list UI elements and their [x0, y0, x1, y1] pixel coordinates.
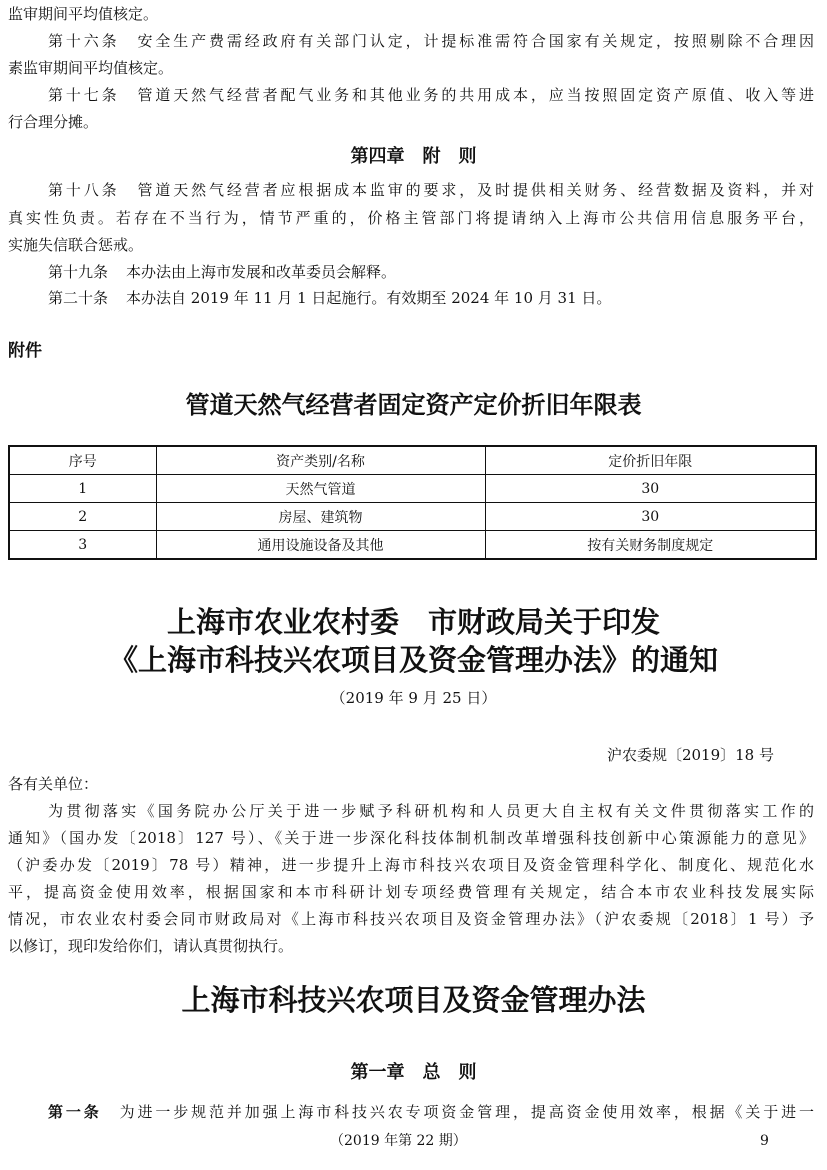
page-number: 9 — [760, 1133, 769, 1149]
table-cell: 30 — [485, 475, 816, 503]
article-1 — [48, 1102, 814, 1122]
table-cell: 1 — [9, 475, 156, 503]
column-header: 定价折旧年限 — [485, 446, 816, 475]
table-row — [9, 531, 816, 560]
table-cell: 房屋、建筑物 — [156, 503, 485, 531]
table-row — [9, 475, 816, 503]
notice-title: 上海市农业农村委 市财政局关于印发 — [166, 605, 660, 639]
column-header: 序号 — [9, 446, 156, 475]
chapter-heading: 第四章 附 则 — [350, 146, 477, 167]
salutation: 各有关单位： — [8, 775, 99, 793]
table-cell: 天然气管道 — [156, 475, 485, 503]
article-18 — [48, 180, 814, 200]
article-19 — [48, 262, 814, 282]
document-number: 沪农委规〔2019〕18 号 — [606, 746, 774, 764]
depreciation-table — [8, 445, 817, 560]
column-header: 资产类别/名称 — [156, 446, 485, 475]
paragraph-line: （沪委办发〔2019〕78 号）精神，进一步提升上海市科技兴农项目及资金管理科学化、制度化、规范化水 — [8, 856, 814, 874]
table-header-row — [9, 446, 816, 475]
table-cell: 3 — [9, 531, 156, 560]
paragraph-line: 情况，市农业农村委会同市财政局对《上海市科技兴农项目及资金管理办法》（沪农委规〔2018〕1 号）予 — [8, 910, 814, 928]
paragraph-line: 为贯彻落实《国务院办公厅关于进一步赋予科研机构和人员更大自主权有关文件贯彻落实工作的 — [48, 802, 814, 820]
article-20 — [48, 288, 814, 308]
chapter-heading: 第一章 总 则 — [350, 1062, 477, 1083]
paragraph-line: 监审期间平均值核定。 — [8, 5, 159, 23]
article-label: 第十八条 — [48, 181, 120, 199]
table-cell: 30 — [485, 503, 816, 531]
article-text: 管道天然气经营者配气业务和其他业务的共用成本，应当按照固定资产原值、收入等进 — [137, 86, 814, 104]
article-label: 第二十条 — [48, 289, 109, 307]
table-row — [9, 503, 816, 531]
article-label: 第十七条 — [48, 86, 120, 104]
notice-date: （2019 年 9 月 25 日） — [330, 689, 497, 707]
paragraph-line: 行合理分摊。 — [8, 113, 99, 131]
measures-title: 上海市科技兴农项目及资金管理办法 — [181, 983, 646, 1017]
article-text: 本办法自 2019 年 11 月 1 日起施行。有效期至 2024 年 10 月 31 日。 — [126, 289, 612, 307]
table-cell: 2 — [9, 503, 156, 531]
article-text: 安全生产费需经政府有关部门认定，计提标准需符合国家有关规定，按照剔除不合理因 — [137, 32, 814, 50]
paragraph-line: 以修订，现印发给你们，请认真贯彻执行。 — [8, 937, 294, 955]
attachment-title: 管道天然气经营者固定资产定价折旧年限表 — [185, 391, 642, 419]
article-label: 第十六条 — [48, 32, 120, 50]
paragraph-line: 平，提高资金使用效率，根据国家和本市科研计划专项经费管理有关规定，结合本市农业科技发展实际 — [8, 883, 814, 901]
article-text: 为进一步规范并加强上海市科技兴农专项资金管理，提高资金使用效率，根据《关于进一 — [119, 1103, 814, 1121]
article-17 — [48, 85, 814, 105]
paragraph-line: 实施失信联合惩戒。 — [8, 236, 144, 254]
article-text: 本办法由上海市发展和改革委员会解释。 — [126, 263, 397, 281]
attachment-label: 附件 — [8, 341, 42, 361]
paragraph-line: 真实性负责。若存在不当行为，情节严重的，价格主管部门将提请纳入上海市公共信用信息服务平台， — [8, 209, 814, 227]
article-text: 管道天然气经营者应根据成本监审的要求，及时提供相关财务、经营数据及资料，并对 — [137, 181, 814, 199]
issue-footer: （2019 年第 22 期） — [330, 1133, 467, 1149]
paragraph-line: 通知》（国办发〔2018〕127 号）、《关于进一步深化科技体制机制改革增强科技创新中心策源能力的意见》 — [8, 829, 814, 847]
table-cell: 按有关财务制度规定 — [485, 531, 816, 560]
article-label: 第一条 — [48, 1103, 102, 1121]
paragraph-line: 素监审期间平均值核定。 — [8, 59, 174, 77]
notice-title: 《上海市科技兴农项目及资金管理办法》的通知 — [108, 643, 718, 677]
article-label: 第十九条 — [48, 263, 109, 281]
article-16 — [48, 31, 814, 51]
table-cell: 通用设施设备及其他 — [156, 531, 485, 560]
